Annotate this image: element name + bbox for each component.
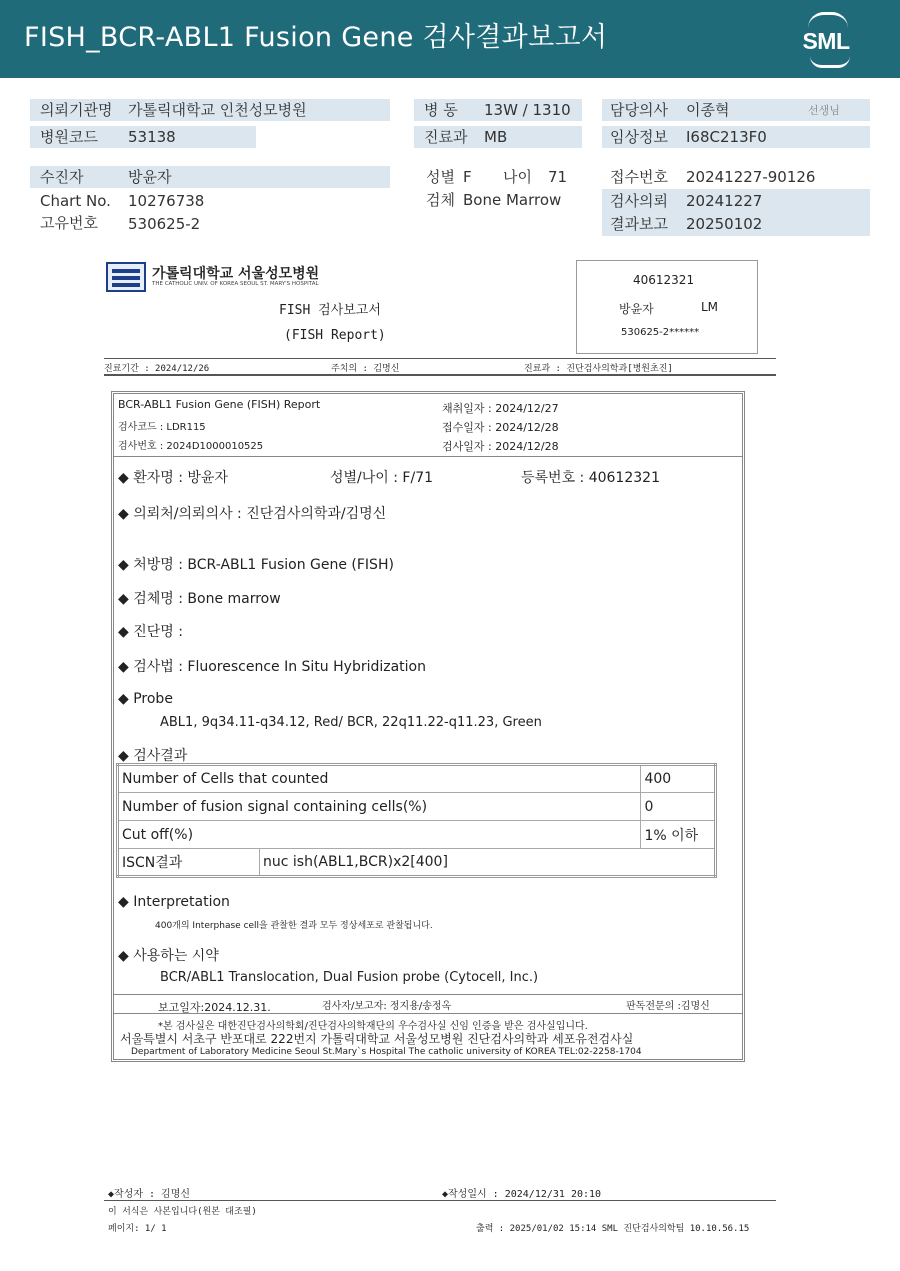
ward-label: 병 동 [424,101,458,119]
hospital-code-value: 53138 [128,128,176,146]
probe-title: ◆ Probe [118,691,173,707]
patient-value: 방윤자 [128,168,172,186]
reception-value: 20241227-90126 [686,168,816,186]
institution-value: 가톨릭대학교 인천성모병원 [128,101,307,119]
hospital-name-english: THE CATHOLIC UNIV. OF KOREA SEOUL ST. MARY'S HOSPITAL [152,281,319,287]
page-title: FISH_BCR-ABL1 Fusion Gene 검사결과보고서 [24,22,608,53]
result-label: Cut off(%) [118,821,641,849]
result-value: 400 [641,765,716,793]
logo-arc-bottom [810,56,850,68]
footer-divider [104,1200,776,1201]
diagnosis-line: ◆ 진단명 : [118,624,183,640]
report-doc-title: FISH 검사보고서 [279,303,381,318]
doctor-value: 이종혁 [686,101,730,119]
chart-label: Chart No. [40,192,111,210]
dept-label: 진료과 [424,128,468,146]
department-english-line: Department of Laboratory Medicine Seoul St.Mary`s Hospital The catholic university of KOREA TEL:02-2258-1704 [131,1047,642,1057]
probe-text: ABL1, 9q34.11-q34.12, Red/ BCR, 22q11.22-q11.23, Green [160,715,542,730]
clinical-label: 임상정보 [610,128,668,146]
report-doc-title-en: (FISH Report) [284,328,386,343]
frame-header-divider [114,456,742,457]
result-title: ◆ 검사결과 [118,748,188,764]
sex-value: F [463,168,472,186]
reporter: 검사자/보고자: 정지용/송정옥 [322,1001,452,1012]
test-number: 검사번호 : 2024D1000010525 [118,441,264,452]
result-value: 1% 이하 [641,821,716,849]
doctor-label: 담당의사 [610,101,668,119]
reagent-title: ◆ 사용하는 시약 [118,948,219,964]
header-bar [0,0,900,78]
patient-name-line: ◆ 환자명 : 방윤자 [118,470,228,486]
doctor-suffix: 선생님 [808,104,840,117]
specimen-line: ◆ 검체명 : Bone marrow [118,591,281,607]
specimen-value: Bone Marrow [463,191,562,209]
logo-text: SML [802,28,850,54]
footer-printed: 출력 : 2025/01/02 15:14 SML 진단검사의학팀 10.10.56.15 [476,1224,750,1234]
report-name: BCR-ABL1 Fusion Gene (FISH) Report [118,398,321,411]
interpretation-text: 400개의 Interphase cell을 관찰한 결과 모두 정상세포로 관찰됩니다. [155,921,433,931]
table-row [118,765,716,793]
test-code: 검사코드 : LDR115 [118,422,206,433]
logo-arc-top [808,12,848,28]
dept-value: MB [484,128,508,146]
clinical-value: I68C213F0 [686,128,767,146]
request-label: 검사의뢰 [610,192,668,210]
result-table [116,763,717,878]
table-row [118,849,716,877]
patient-label: 수진자 [40,168,84,186]
footer-note: 이 서식은 사본입니다(원본 대조필) [108,1207,257,1217]
iscn-label: ISCN결과 [118,849,260,877]
reagent-text: BCR/ABL1 Translocation, Dual Fusion probe (Cytocell, Inc.) [160,970,539,985]
iscn-value: nuc ish(ABL1,BCR)x2[400] [260,849,716,877]
interpretation-title: ◆ Interpretation [118,894,230,910]
patbox-name: 방윤자 [619,302,654,316]
divider-bottom [104,374,776,376]
frame-footer-divider [114,994,742,995]
collect-date: 채취일자 : 2024/12/27 [442,402,559,415]
reader: 판독전문의 :김명신 [626,1001,710,1012]
report-label: 결과보고 [610,215,668,233]
patient-label-box [576,260,758,354]
receive-date: 접수일자 : 2024/12/28 [442,421,559,434]
request-value: 20241227 [686,192,763,210]
order-line: ◆ 처방명 : BCR-ABL1 Fusion Gene (FISH) [118,557,394,573]
hospital-code-label: 병원코드 [40,128,98,146]
result-label: Number of fusion signal containing cells(%) [118,793,641,821]
hospital-logo-icon [106,262,146,292]
footer-written-at: ◆작성일시 : 2024/12/31 20:10 [442,1189,602,1200]
age-value: 71 [548,168,568,186]
certification-line: *본 검사실은 대한진단검사의학회/진단검사의학재단의 우수검사실 신임 인증을 받은 검사실입니다. [158,1021,588,1032]
report-value: 20250102 [686,215,763,233]
ward-value: 13W / 1310 [484,101,571,119]
sex-age-line: 성별/나이 : F/71 [330,470,434,486]
table-row [118,793,716,821]
footer-author: ◆작성자 : 김명신 [108,1189,191,1200]
report-date: 보고일자:2024.12.31. [158,1001,271,1014]
reception-label: 접수번호 [610,168,668,186]
table-row [118,821,716,849]
result-value: 0 [641,793,716,821]
result-label: Number of Cells that counted [118,765,641,793]
test-date: 검사일자 : 2024/12/28 [442,440,559,453]
referral-line: ◆ 의뢰처/의뢰의사 : 진단검사의학과/김명신 [118,506,387,522]
age-label: 나이 [503,168,532,186]
patient-row-bg [30,166,390,188]
footer-page: 페이지: 1/ 1 [108,1224,167,1234]
institution-label: 의뢰기관명 [40,101,113,119]
registration-line: 등록번호 : 40612321 [521,470,660,486]
sml-logo [794,10,858,70]
patbox-id: 40612321 [633,273,695,287]
uid-label: 고유번호 [40,214,98,232]
address-line: 서울특별시 서초구 반포대로 222번지 가톨릭대학교 서울성모병원 진단검사의학과 세포유전검사실 [120,1032,634,1046]
specimen-label: 검체 [426,191,455,209]
visit-dept: 진료과 : 진단검사의학과[병원초진] [524,364,673,374]
uid-value: 530625-2 [128,215,201,233]
method-line: ◆ 검사법 : Fluorescence In Situ Hybridization [118,659,426,675]
patbox-tag: LM [701,300,719,314]
patbox-rrn: 530625-2****** [621,327,700,338]
chart-value: 10276738 [128,192,205,210]
hospital-name: 가톨릭대학교 서울성모병원 [152,266,320,282]
sex-label: 성별 [426,168,455,186]
divider-top [104,358,776,359]
visit-date: 진료기간 : 2024/12/26 [104,364,210,374]
attending-doctor: 주치의 : 김명신 [331,364,400,374]
